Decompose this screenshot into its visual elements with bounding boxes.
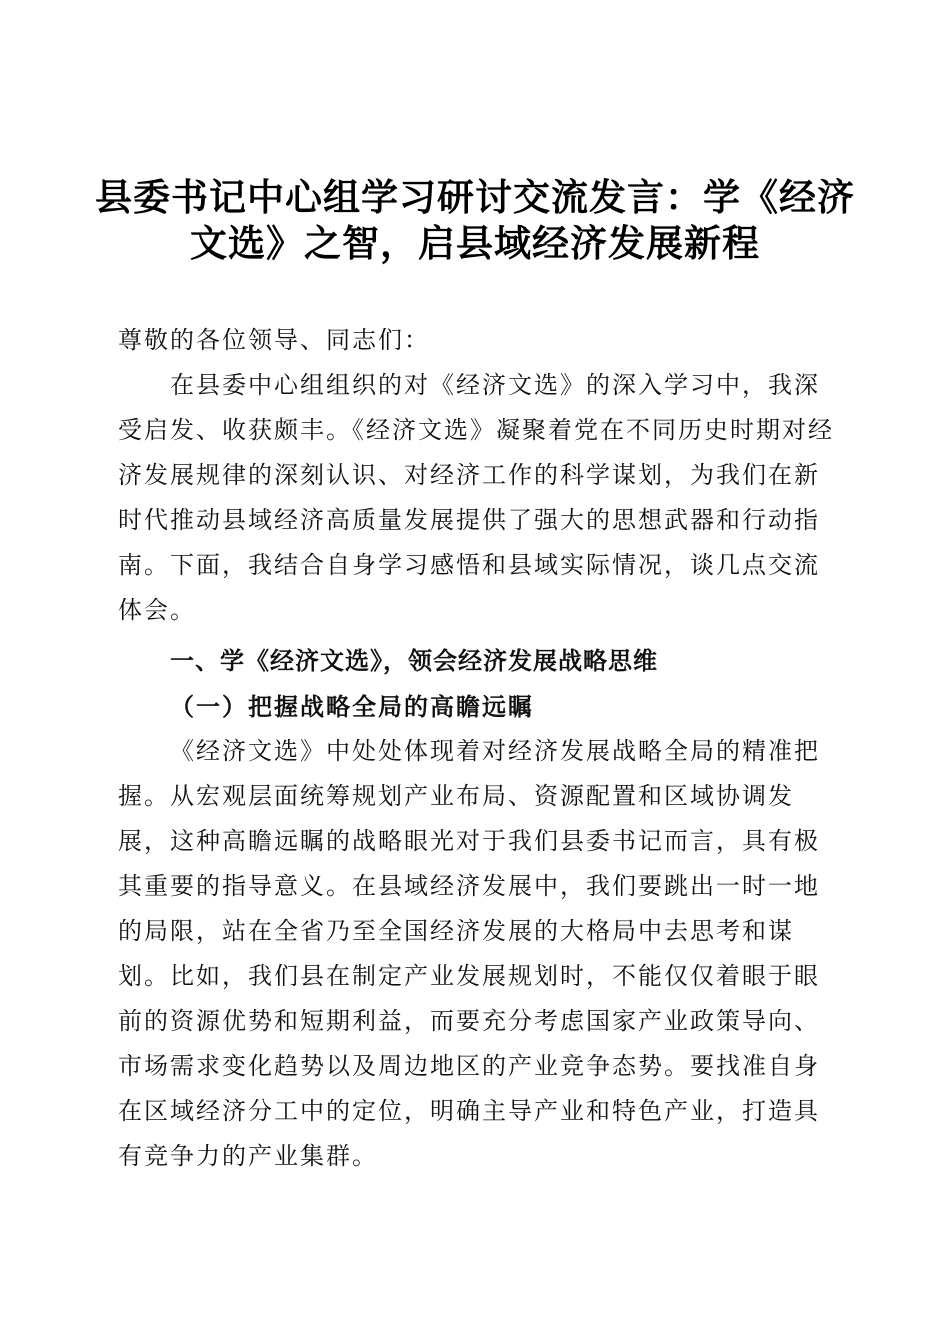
title-line-1: 县委书记中心组学习研讨交流发言：学《经济 — [95, 176, 855, 219]
page-title — [95, 175, 855, 267]
intro-paragraph: 在县委中心组组织的对《经济文选》的深入学习中，我深受启发、收获颇丰。《经济文选》凝聚着党在不同历史时期对经济发展规律的深刻认识、对经济工作的科学谋划，为我们在新时代推动县域经济高质量发展提供了强大的思想武器和行动指南。下面，我结合自身学习感悟和县域实际情况，谈几点交流体会。 — [118, 371, 834, 624]
salutation: 尊敬的各位领导、同志们： — [118, 326, 430, 354]
title-line-2: 文选》之智，启县域经济发展新程 — [190, 222, 760, 265]
subsection-paragraph-1: 《经济文选》中处处体现着对经济发展战略全局的精准把握。从宏观层面统筹规划产业布局、资源配置和区域协调发展，这种高瞻远瞩的战略眼光对于我们县委书记而言，具有极其重要的指导意义。在县域经济发展中，我们要跳出一时一地的局限，站在全省乃至全国经济发展的大格局中去思考和谋划。比如，我们县在制定产业发展规划时，不能仅仅着眼于眼前的资源优势和短期利益，而要充分考虑国家产业政策导向、市场需求变化趋势以及周边地区的产业竞争态势。要找准自身在区域经济分工中的定位，明确主导产业和特色产业，打造具有竞争力的产业集群。 — [118, 737, 820, 1170]
document-body — [118, 318, 840, 1179]
subsection-heading-1: （一）把握战略全局的高瞻远瞩 — [170, 692, 534, 721]
section-heading-1: 一、学《经济文选》，领会经济发展战略思维 — [170, 647, 658, 675]
